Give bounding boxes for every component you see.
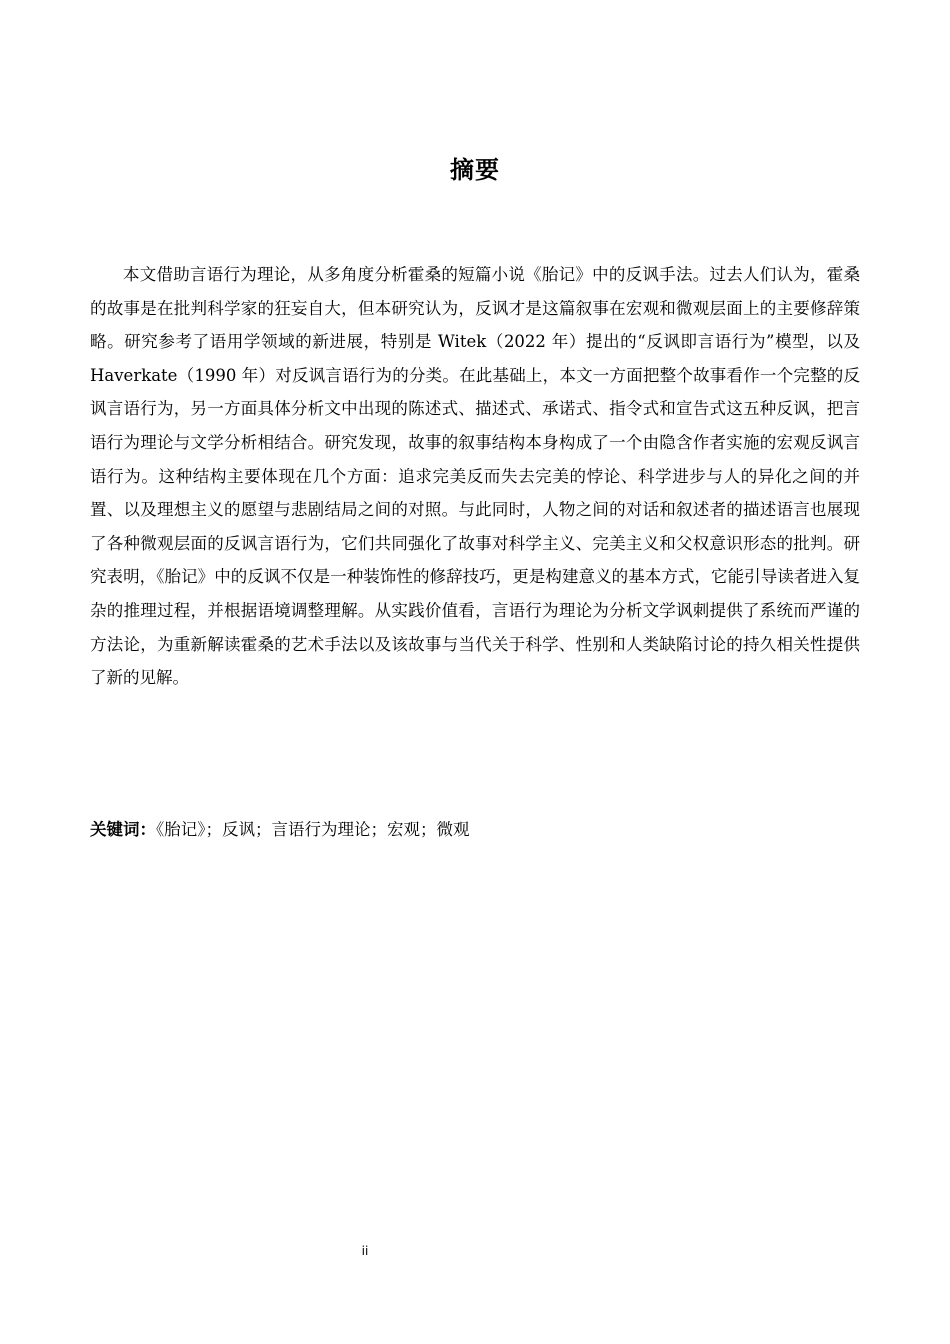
keywords-text: 《胎记》；反讽；言语行为理论；宏观；微观	[156, 820, 470, 839]
abstract-paragraph: 本文借助言语行为理论，从多角度分析霍桑的短篇小说《胎记》中的反讽手法。过去人们认为，霍桑的故事是在批判科学家的狂妄自大，但本研究认为，反讽才是这篇叙事在宏观和微观层面上的主要修辞策略。研究参考了语用学领域的新进展，特别是 Witek（2022 年）提出的“反讽即言语行为”模型，以及 Haverkate（1990 年）对反讽言语行为的分类。在此基础上，本文一方面把整个故事看作一个完整的反讽言语行为，另一方面具体分析文中出现的陈述式、描述式、承诺式、指令式和宣告式这五种反讽，把言语行为理论与文学分析相结合。研究发现，故事的叙事结构本身构成了一个由隐含作者实施的宏观反讽言语行为。这种结构主要体现在几个方面：追求完美反而失去完美的悖论、科学进步与人的异化之间的并置、以及理想主义的愿望与悲剧结局之间的对照。与此同时，人物之间的对话和叙述者的描述语言也展现了各种微观层面的反讽言语行为，它们共同强化了故事对科学主义、完美主义和父权意识形态的批判。研究表明，《胎记》中的反讽不仅是一种装饰性的修辞技巧，更是构建意义的基本方式，它能引导读者进入复杂的推理过程，并根据语境调整理解。从实践价值看，言语行为理论为分析文学讽刺提供了系统而严谨的方法论，为重新解读霍桑的艺术手法以及该故事与当代关于科学、性别和人类缺陷讨论的持久相关性提供了新的见解。	[90, 265, 860, 688]
keywords-label: 关键词：	[90, 820, 156, 839]
abstract-title: 摘要	[450, 156, 500, 184]
page-number: ii	[361, 1244, 369, 1258]
keywords-line	[90, 815, 860, 845]
